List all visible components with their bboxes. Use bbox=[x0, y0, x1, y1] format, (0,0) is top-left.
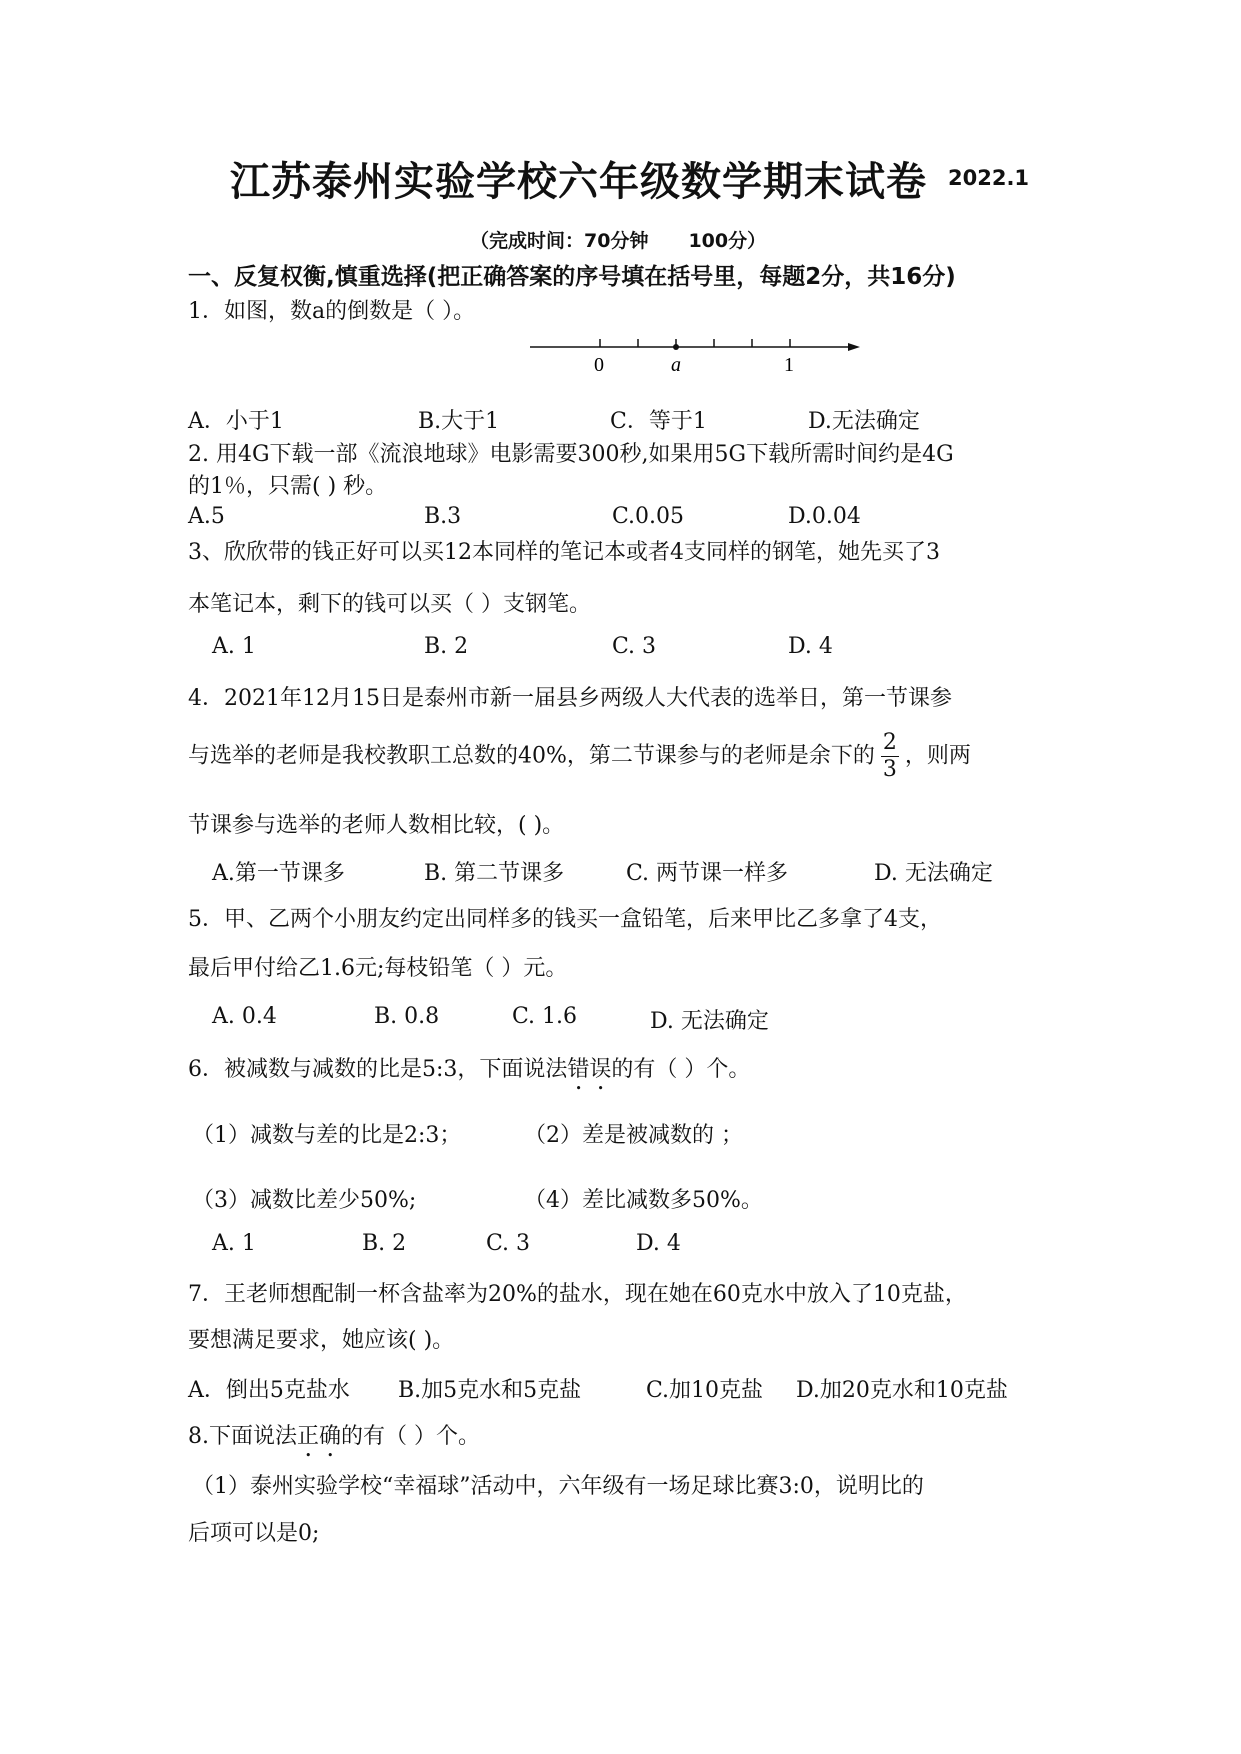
q5-option-c: C. 1.6 bbox=[512, 1004, 578, 1029]
q6-statement-2: （2）差是被减数的 ； bbox=[524, 1123, 743, 1148]
q5-option-d: D. 无法确定 bbox=[650, 1009, 769, 1034]
fraction-two-thirds bbox=[881, 730, 899, 783]
q4-line1: 4．2021年12月15日是泰州市新一届县乡两级人大代表的选举日，第一节课参 bbox=[188, 686, 952, 711]
q6-statement-3: （3）减数比差少50%; bbox=[192, 1188, 417, 1213]
q7-option-a: A．倒出5克盐水 bbox=[188, 1378, 350, 1403]
q5-option-a: A. 0.4 bbox=[212, 1004, 277, 1029]
q4-line2-a: 与选举的老师是我校教职工总数的40%，第二节课参与的老师是余下的 bbox=[188, 743, 875, 769]
q3-option-c: C. 3 bbox=[612, 634, 657, 659]
q3-line1: 3、欣欣带的钱正好可以买12本同样的笔记本或者4支同样的钢笔，她先买了3 bbox=[188, 540, 940, 565]
q4-line2 bbox=[188, 730, 971, 783]
q3-line2: 本笔记本，剩下的钱可以买（ ）支钢笔。 bbox=[188, 592, 591, 617]
q8-stem bbox=[188, 1419, 480, 1462]
label-one: 1 bbox=[784, 354, 794, 376]
q8-statement-1-line1: （1）泰州实验学校“幸福球”活动中，六年级有一场足球比赛3:0，说明比的 bbox=[192, 1474, 924, 1499]
q3-option-d: D. 4 bbox=[788, 634, 833, 659]
label-zero: 0 bbox=[594, 354, 604, 376]
q2-option-a: A.5 bbox=[188, 504, 225, 529]
q8-stem-a: 8.下面说法 bbox=[188, 1424, 297, 1449]
q4-option-a: A.第一节课多 bbox=[212, 861, 345, 886]
q3-option-b: B. 2 bbox=[424, 634, 469, 659]
q7-line1: 7．王老师想配制一杯含盐率为20%的盐水，现在她在60克水中放入了10克盐， bbox=[188, 1282, 967, 1307]
q1-stem: 1．如图，数a的倒数是（ ）。 bbox=[188, 299, 476, 324]
q7-line2: 要想满足要求，她应该( )。 bbox=[188, 1328, 455, 1353]
fraction-denominator: 3 bbox=[882, 757, 897, 782]
q4-line3: 节课参与选举的老师人数相比较，( )。 bbox=[188, 813, 565, 838]
q3-option-a: A. 1 bbox=[212, 634, 256, 659]
q6-option-d: D. 4 bbox=[636, 1231, 681, 1256]
q6-option-a: A. 1 bbox=[212, 1231, 256, 1256]
number-line-arrow bbox=[848, 343, 860, 351]
q6-option-c: C. 3 bbox=[486, 1231, 531, 1256]
q2-line1: 2. 用4G下载一部《流浪地球》电影需要300秒,如果用5G下载所需时间约是4G bbox=[188, 442, 954, 467]
q6-stem-b: 的有（ ）个。 bbox=[611, 1057, 751, 1082]
q2-option-b: B.3 bbox=[424, 504, 462, 529]
q1-option-d: D.无法确定 bbox=[808, 409, 920, 434]
page-title: 江苏泰州实验学校六年级数学期末试卷 bbox=[230, 159, 927, 205]
q4-option-d: D. 无法确定 bbox=[874, 861, 993, 886]
q1-option-a: A．小于1 bbox=[188, 409, 284, 434]
q6-stem-a: 6．被减数与减数的比是5:3，下面说法 bbox=[188, 1057, 568, 1082]
q6-stem bbox=[188, 1052, 750, 1095]
q5-option-b: B. 0.8 bbox=[374, 1004, 440, 1029]
q7-option-b: B.加5克水和5克盐 bbox=[398, 1378, 582, 1403]
q2-line2: 的1％，只需( ) 秒。 bbox=[188, 474, 388, 499]
number-line-figure bbox=[528, 330, 868, 380]
section-heading: 一、反复权衡,慎重选择(把正确答案的序号填在括号里，每题2分，共16分) bbox=[188, 264, 956, 290]
exam-score: 100分） bbox=[688, 230, 767, 252]
q8-stem-b: 的有（ ）个。 bbox=[341, 1424, 481, 1449]
q6-stem-emphasis: 错误 bbox=[567, 1057, 612, 1082]
point-a bbox=[673, 344, 679, 350]
q5-line1: 5．甲、乙两个小朋友约定出同样多的钱买一盒铅笔，后来甲比乙多拿了4支， bbox=[188, 907, 942, 932]
label-a: a bbox=[671, 354, 681, 376]
fraction-numerator: 2 bbox=[882, 730, 897, 755]
exam-subtitle bbox=[470, 226, 806, 253]
q7-option-d: D.加20克水和10克盐 bbox=[796, 1378, 1008, 1403]
q1-option-c: C．等于1 bbox=[610, 409, 707, 434]
q1-option-b: B.大于1 bbox=[418, 409, 500, 434]
q2-option-d: D.0.04 bbox=[788, 504, 861, 529]
exam-time: （完成时间：70分钟 bbox=[470, 230, 649, 252]
q7-option-c: C.加10克盐 bbox=[646, 1378, 764, 1403]
q2-option-c: C.0.05 bbox=[612, 504, 685, 529]
exam-date: 2022.1 bbox=[948, 166, 1030, 190]
q8-statement-1-line2: 后项可以是0; bbox=[188, 1521, 320, 1546]
q4-option-b: B. 第二节课多 bbox=[424, 861, 565, 886]
q5-line2: 最后甲付给乙1.6元;每枝铅笔（ ）元。 bbox=[188, 956, 568, 981]
q8-stem-emphasis: 正确 bbox=[297, 1424, 342, 1449]
q6-option-b: B. 2 bbox=[362, 1231, 407, 1256]
q4-line2-b: ，则两 bbox=[904, 743, 971, 769]
q6-statement-4: （4）差比减数多50%。 bbox=[524, 1188, 763, 1213]
q4-option-c: C. 两节课一样多 bbox=[626, 861, 789, 886]
q6-statement-1: （1）减数与差的比是2:3； bbox=[192, 1123, 462, 1148]
